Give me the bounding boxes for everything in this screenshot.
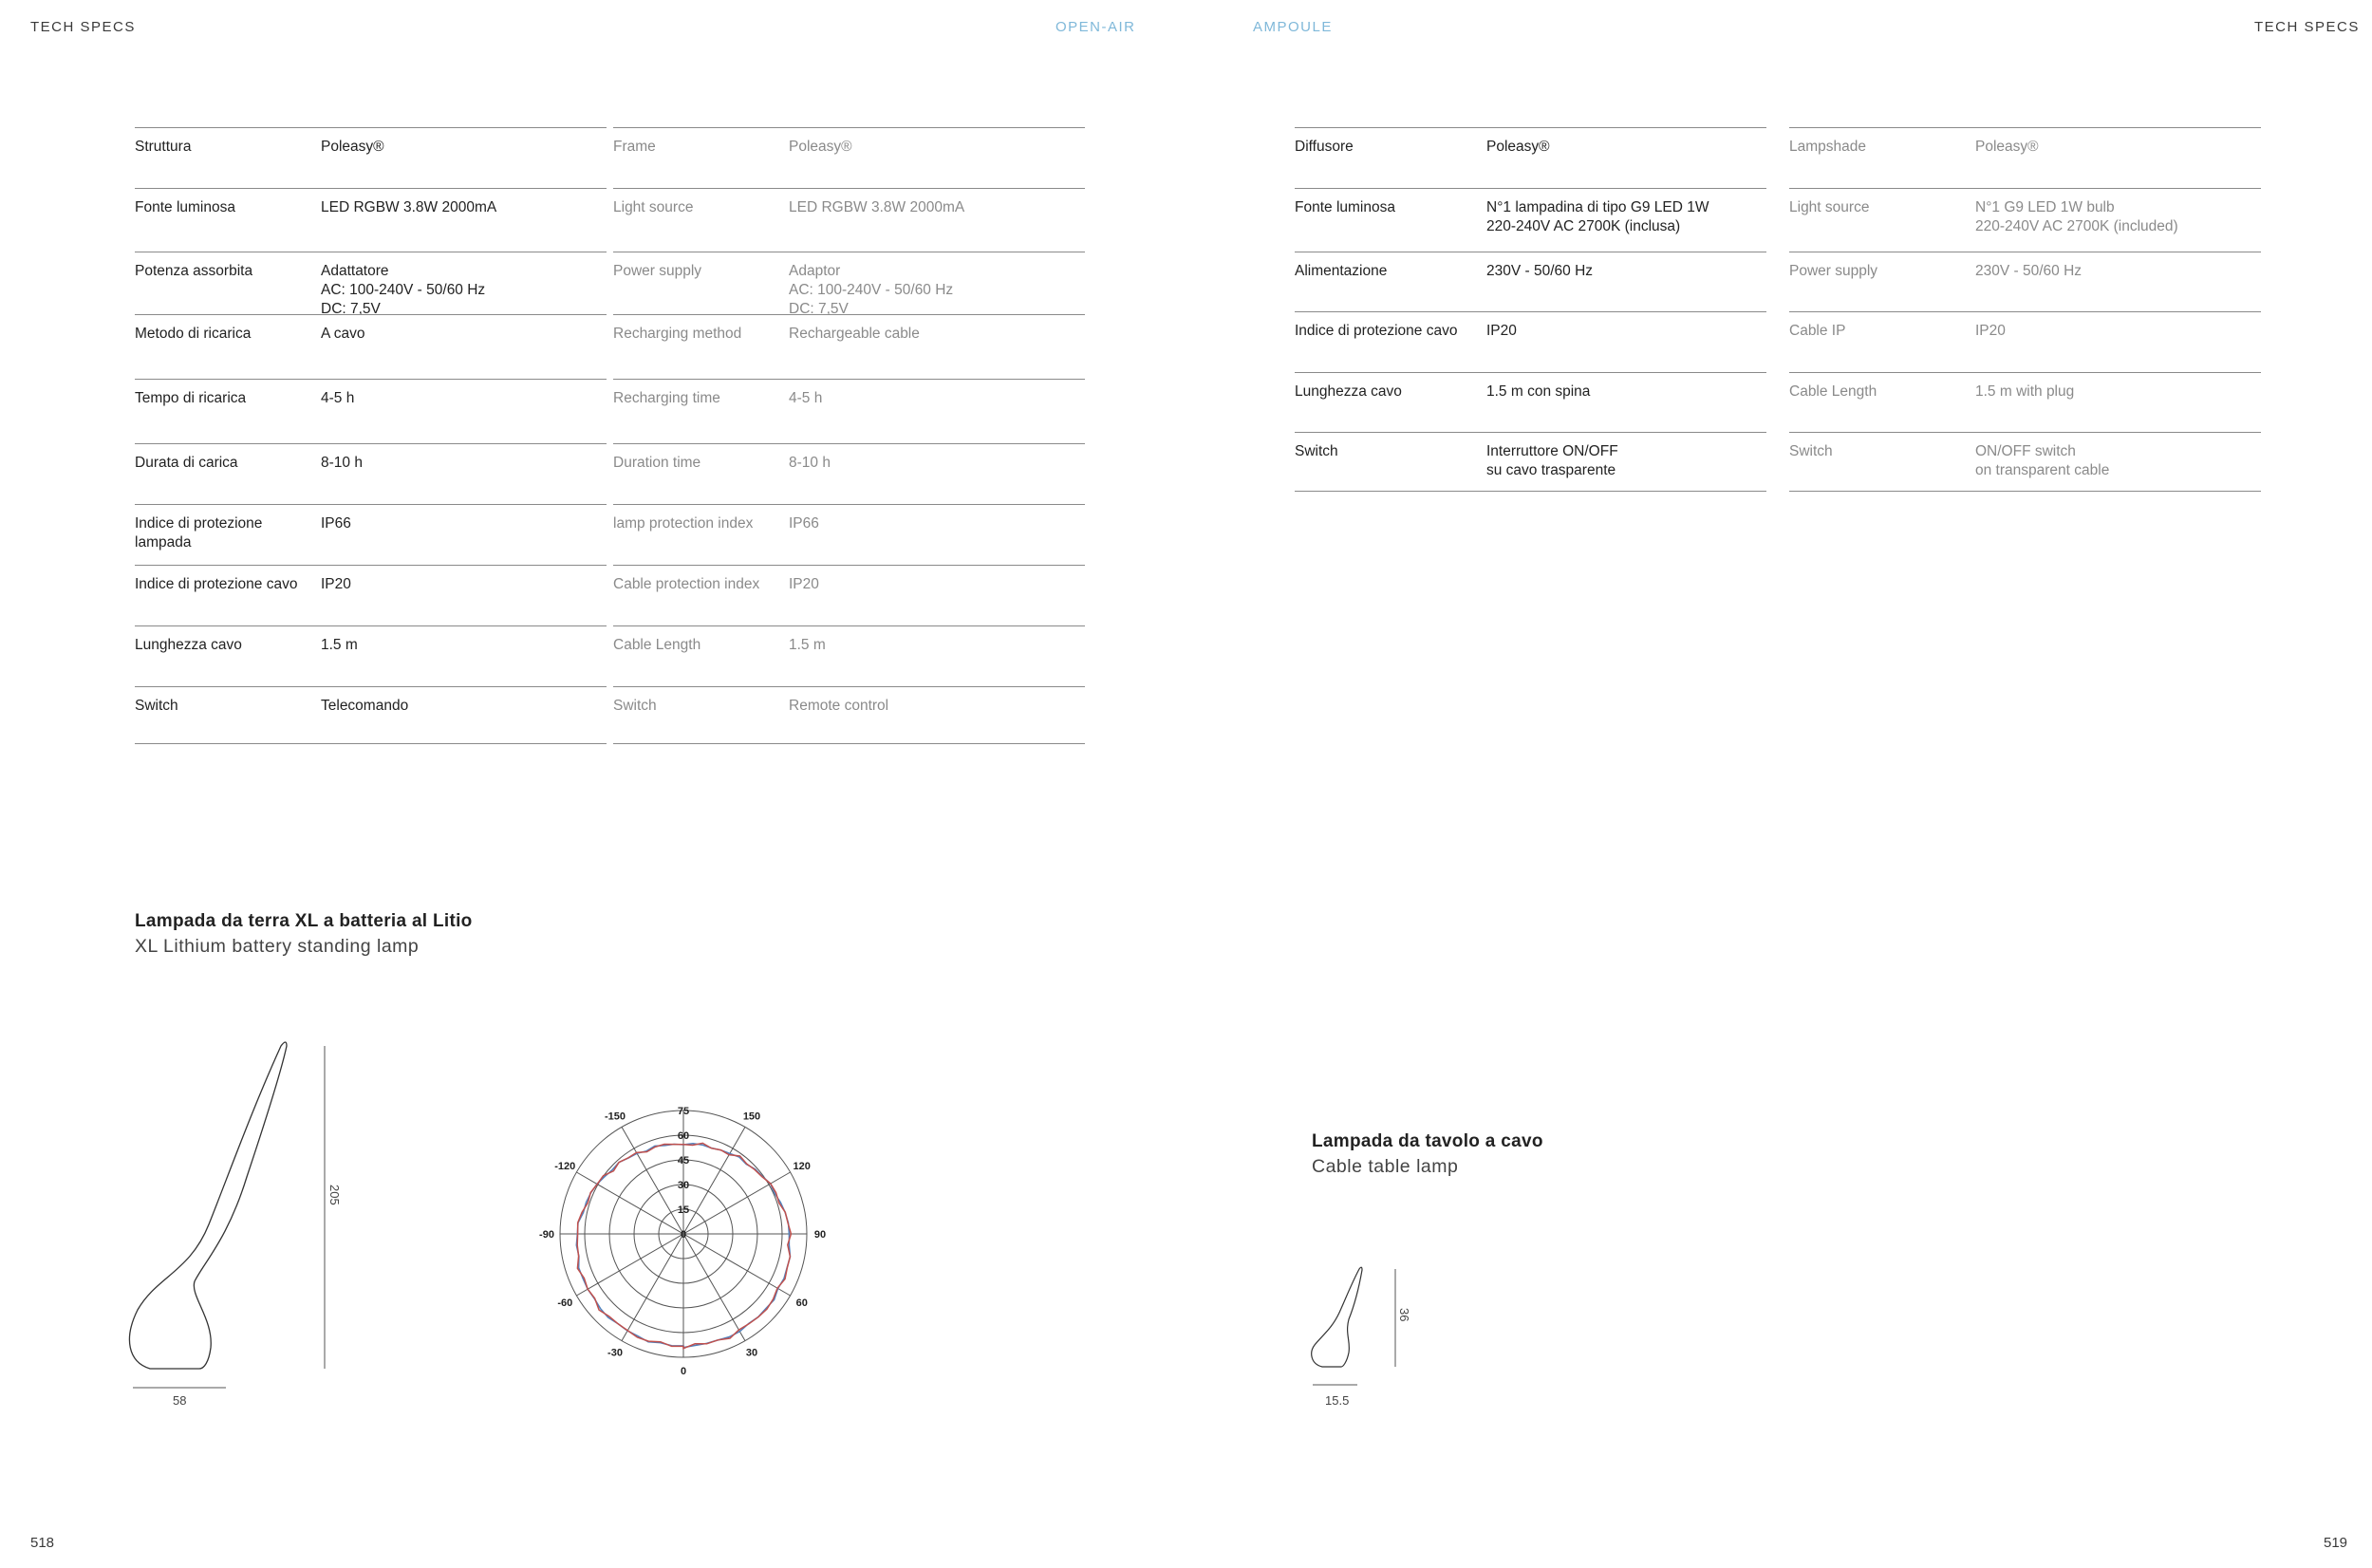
collection-link-ampoule[interactable]: AMPOULE (1253, 19, 1333, 35)
spec-key: Recharging method (613, 326, 742, 342)
spec-value: Rechargeable cable (789, 326, 920, 342)
spec-row (613, 379, 1085, 443)
polar-radial-label: 15 (677, 1204, 690, 1216)
spec-key: Cable Length (1789, 383, 1877, 400)
spec-row (135, 252, 607, 317)
spec-key: Cable protection index (613, 576, 760, 592)
spec-row (135, 379, 607, 443)
spec-row (135, 127, 607, 188)
spec-key: Fonte luminosa (135, 199, 235, 215)
table-width-label: 15.5 (1325, 1393, 1350, 1408)
spec-row (613, 127, 1085, 188)
spec-row (1789, 252, 2261, 311)
spec-row (613, 252, 1085, 317)
spec-value: 4-5 h (321, 390, 355, 406)
spec-row (1789, 432, 2261, 492)
spec-row (1295, 188, 1766, 252)
page-number-left: 518 (30, 1535, 55, 1551)
polar-radial-label: 75 (677, 1106, 690, 1117)
spec-key: Lunghezza cavo (1295, 383, 1402, 400)
product-title-xl-en: XL Lithium battery standing lamp (135, 936, 420, 957)
section-header-right: TECH SPECS (2254, 19, 2360, 35)
polar-angle-label: 0 (680, 1366, 687, 1377)
table-lamp-outline (1312, 1267, 1362, 1367)
spec-row (1295, 252, 1766, 311)
spec-value: ON/OFF switch on transparent cable (1975, 443, 2110, 478)
spec-row (613, 314, 1085, 379)
spec-row (1295, 311, 1766, 372)
polar-radial-label: 30 (677, 1180, 690, 1191)
spec-row (135, 625, 607, 686)
spec-key: Light source (1789, 199, 1870, 215)
spec-value: 8-10 h (789, 455, 831, 471)
spec-value: Adaptor AC: 100-240V - 50/60 Hz DC: 7,5V (789, 263, 954, 317)
spec-key: Cable Length (613, 637, 701, 653)
spec-value: 4-5 h (789, 390, 823, 406)
spec-value: 230V - 50/60 Hz (1975, 263, 2083, 279)
spec-key: Indice di protezione lampada (135, 515, 263, 551)
spec-row (135, 686, 607, 744)
spec-row (1295, 432, 1766, 492)
product-title-table-en: Cable table lamp (1312, 1156, 1459, 1177)
spec-value: 1.5 m (321, 637, 358, 653)
spec-value: Poleasy® (1486, 139, 1550, 155)
product-title-table-it: Lampada da tavolo a cavo (1312, 1131, 1543, 1151)
spec-key: lamp protection index (613, 515, 754, 532)
spec-key: Indice di protezione cavo (135, 576, 298, 592)
spec-key: Frame (613, 139, 656, 155)
polar-light-distribution (527, 1092, 840, 1395)
spec-value: Adattatore AC: 100-240V - 50/60 Hz DC: 7,5V (321, 263, 486, 317)
spec-value: IP20 (789, 576, 819, 592)
spec-value: LED RGBW 3.8W 2000mA (789, 199, 965, 215)
xl-lamp-drawing (123, 1035, 351, 1414)
spec-row (1295, 372, 1766, 432)
polar-angle-label: -150 (604, 1111, 626, 1123)
spec-value: 230V - 50/60 Hz (1486, 263, 1594, 279)
spec-value: 1.5 m con spina (1486, 383, 1591, 400)
spec-value: Interruttore ON/OFF su cavo trasparente (1486, 443, 1618, 478)
spec-row (613, 504, 1085, 565)
spec-value: A cavo (321, 326, 365, 342)
spec-key: Potenza assorbita (135, 263, 253, 279)
page-number-right: 519 (2324, 1535, 2348, 1551)
polar-angle-label: 30 (745, 1347, 758, 1359)
spec-row (1789, 188, 2261, 252)
spec-value: Telecomando (321, 698, 409, 714)
spec-value: N°1 lampadina di tipo G9 LED 1W 220-240V AC 2700K (inclusa) (1486, 199, 1709, 234)
polar-radial-label: 0 (680, 1229, 687, 1241)
spec-key: Durata di carica (135, 455, 238, 471)
spec-key: Light source (613, 199, 694, 215)
spec-key: Switch (613, 698, 657, 714)
product-title-xl-it: Lampada da terra XL a batteria al Litio (135, 911, 473, 931)
spec-key: Cable IP (1789, 323, 1846, 339)
spec-row (135, 443, 607, 504)
spec-key: Switch (1295, 443, 1338, 459)
spec-key: Recharging time (613, 390, 720, 406)
polar-angle-label: -30 (607, 1347, 623, 1359)
spec-key: Indice di protezione cavo (1295, 323, 1458, 339)
spec-row (1295, 127, 1766, 188)
polar-radial-label: 45 (677, 1155, 690, 1167)
spec-value: Poleasy® (1975, 139, 2039, 155)
spec-table-xl-english (613, 127, 1085, 744)
spec-row (135, 188, 607, 252)
spec-key: Power supply (613, 263, 702, 279)
polar-radial-label: 60 (677, 1130, 690, 1142)
collection-link-open-air[interactable]: OPEN-AIR (1055, 19, 1136, 35)
spec-value: N°1 G9 LED 1W bulb 220-240V AC 2700K (included) (1975, 199, 2178, 234)
spec-table-table-lamp-italian (1295, 127, 1766, 492)
xl-height-label: 205 (327, 1185, 342, 1205)
spec-key: Struttura (135, 139, 192, 155)
spec-table-xl-italian (135, 127, 607, 744)
spec-key: Metodo di ricarica (135, 326, 252, 342)
spec-key: Duration time (613, 455, 701, 471)
spec-key: Lunghezza cavo (135, 637, 242, 653)
spec-row (135, 314, 607, 379)
polar-angle-label: -120 (554, 1161, 576, 1172)
spec-key: Fonte luminosa (1295, 199, 1395, 215)
product-title-table (1312, 1131, 1543, 1178)
spec-value: 1.5 m (789, 637, 826, 653)
spec-table-table-lamp-english (1789, 127, 2261, 492)
spec-value: Poleasy® (321, 139, 384, 155)
polar-angle-label: 120 (793, 1161, 811, 1172)
spec-row (613, 565, 1085, 625)
spec-value: 8-10 h (321, 455, 363, 471)
spec-row (1789, 372, 2261, 432)
spec-key: Tempo di ricarica (135, 390, 247, 406)
spec-row (1789, 311, 2261, 372)
spec-value: IP20 (321, 576, 351, 592)
spec-value: IP66 (321, 515, 351, 532)
xl-width-label: 58 (173, 1393, 187, 1408)
xl-lamp-outline (129, 1042, 287, 1369)
spec-row (613, 625, 1085, 686)
spec-value: IP20 (1486, 323, 1517, 339)
polar-angle-label: 60 (795, 1297, 808, 1309)
spec-key: Diffusore (1295, 139, 1354, 155)
spec-row (135, 504, 607, 565)
product-title-xl (135, 911, 473, 958)
polar-angle-label: 150 (742, 1111, 761, 1123)
polar-angle-label: 90 (813, 1229, 827, 1241)
table-lamp-drawing (1305, 1258, 1419, 1409)
spec-key: Lampshade (1789, 139, 1867, 155)
spec-value: LED RGBW 3.8W 2000mA (321, 199, 497, 215)
spec-key: Switch (135, 698, 178, 714)
polar-angle-label: -60 (557, 1297, 573, 1309)
spec-key: Alimentazione (1295, 263, 1388, 279)
table-height-label: 36 (1397, 1308, 1411, 1322)
spec-row (613, 443, 1085, 504)
polar-angle-label: -90 (539, 1229, 554, 1241)
spec-key: Power supply (1789, 263, 1878, 279)
spec-row (135, 565, 607, 625)
spec-row (613, 188, 1085, 252)
spec-row (1789, 127, 2261, 188)
spec-row (613, 686, 1085, 744)
spec-value: Remote control (789, 698, 889, 714)
spec-value: Poleasy® (789, 139, 852, 155)
section-header-left: TECH SPECS (30, 19, 136, 35)
spec-value: 1.5 m with plug (1975, 383, 2075, 400)
spec-key: Switch (1789, 443, 1833, 459)
spec-value: IP66 (789, 515, 819, 532)
spec-value: IP20 (1975, 323, 2006, 339)
